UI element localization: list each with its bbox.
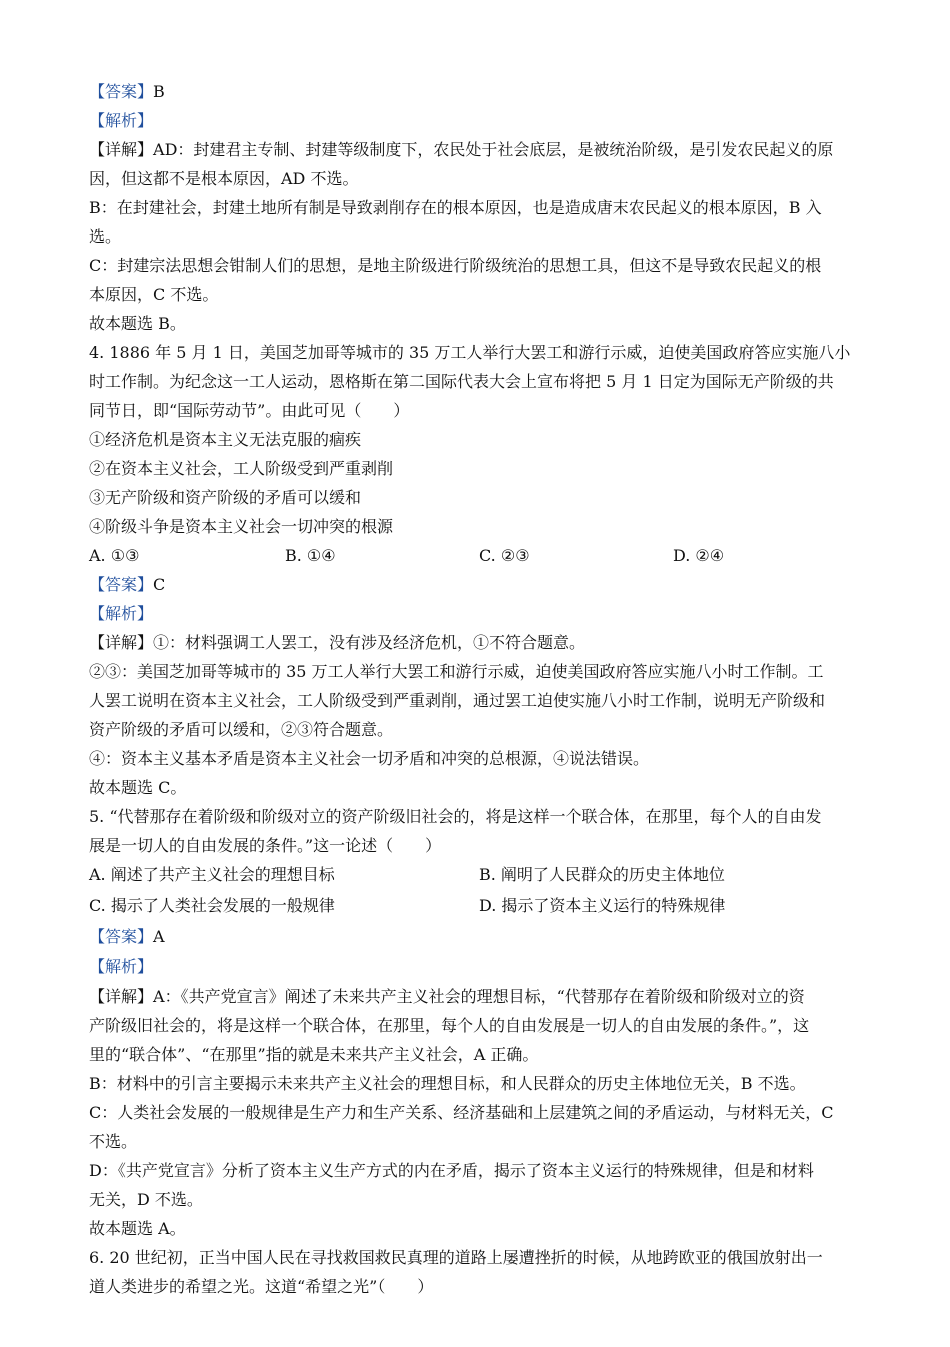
q3-conclusion: 故本题选 B。 (89, 314, 186, 333)
q4-stem-line: 同节日，即“国际劳动节”。由此可见（ ） (89, 401, 410, 420)
q5-analysis-tag: 【解析】 (89, 957, 154, 976)
detail-tag: 【详解】 (89, 633, 154, 652)
q3-detail-line: 【详解】AD：封建君主专制、封建等级制度下，农民处于社会底层，是被统治阶级，是引发农民起义的原 (89, 140, 834, 159)
q5-option-d: D. 揭示了资本主义运行的特殊规律 (479, 896, 726, 915)
q5-text-line: 产阶级旧社会的，将是这样一个联合体，在那里，每个人的自由发展是一切人的自由发展的条件。”，这 (89, 1016, 810, 1035)
detail-tag: 【详解】 (89, 987, 154, 1006)
q5-options-row (89, 891, 864, 920)
q3-analysis-tag: 【解析】 (89, 111, 154, 130)
q5-text-line: D：《共产党宣言》分析了资本主义生产方式的内在矛盾，揭示了资本主义运行的特殊规律，但是和材料 (89, 1161, 814, 1180)
q4-conclusion: 故本题选 C。 (89, 778, 187, 797)
q3-text-line: 选。 (89, 227, 122, 246)
q4-statement: ①经济危机是资本主义无法克服的痼疾 (89, 430, 362, 449)
answer-tag: 【答案】 (89, 82, 154, 101)
q3-text-line: 因，但这都不是根本原因，AD 不选。 (89, 169, 359, 188)
q5-options-row (89, 860, 864, 889)
q4-text-line: 资产阶级的矛盾可以缓和，②③符合题意。 (89, 720, 394, 739)
answer-tag: 【答案】 (89, 575, 154, 594)
q5-text-line: 无关，D 不选。 (89, 1190, 203, 1209)
q5-option-a: A. 阐述了共产主义社会的理想目标 (89, 865, 335, 884)
q3-text-line: 本原因，C 不选。 (89, 285, 219, 304)
q5-option-b: B. 阐明了人民群众的历史主体地位 (479, 865, 725, 884)
q5-conclusion: 故本题选 A。 (89, 1219, 186, 1238)
q5-text-line: 里的“联合体”、“在那里”指的就是未来共产主义社会，A 正确。 (89, 1045, 539, 1064)
q5-answer-line (89, 922, 864, 951)
q5-text-line: B：材料中的引言主要揭示未来共产主义社会的理想目标，和人民群众的历史主体地位无关，B 不选。 (89, 1074, 806, 1093)
q5-detail-line: 【详解】A：《共产党宣言》阐述了未来共产主义社会的理想目标，“代替那存在着阶级和阶级对立的资 (89, 987, 805, 1006)
q4-stem-line: 4. 1886 年 5 月 1 日，美国芝加哥等城市的 35 万工人举行大罢工和游行示威，迫使美国政府答应实施八小 (89, 343, 851, 362)
q4-text-line: 人罢工说明在资本主义社会，工人阶级受到严重剥削，通过罢工迫使实施八小时工作制，说明无产阶级和 (89, 691, 826, 710)
q6-stem-line: 道人类进步的希望之光。这道“希望之光”（ ） (89, 1277, 434, 1296)
q4-stem-line: 时工作制。为纪念这一工人运动，恩格斯在第二国际代表大会上宣布将把 5 月 1 日定为国际无产阶级的共 (89, 372, 834, 391)
q4-option-c: C. ②③ (479, 546, 530, 565)
q5-text-line: C：人类社会发展的一般规律是生产力和生产关系、经济基础和上层建筑之间的矛盾运动，与材料无关，C (89, 1103, 834, 1122)
q3-text-line: C：封建宗法思想会钳制人们的思想，是地主阶级进行阶级统治的思想工具，但这不是导致农民起义的根 (89, 256, 822, 275)
q3-answer-line (89, 77, 864, 106)
answer-tag: 【答案】 (89, 927, 154, 946)
q3-text-line: B：在封建社会，封建土地所有制是导致剥削存在的根本原因，也是造成唐末农民起义的根本原因，B 入 (89, 198, 822, 217)
answer-value: C (153, 575, 166, 594)
q4-option-a: A. ①③ (89, 546, 140, 565)
q5-stem-line: 展是一切人的自由发展的条件。”这一论述（ ） (89, 836, 442, 855)
q4-statement: ②在资本主义社会，工人阶级受到严重剥削 (89, 459, 394, 478)
q4-analysis-tag: 【解析】 (89, 604, 154, 623)
q4-option-d: D. ②④ (673, 546, 725, 565)
q4-options (89, 541, 864, 570)
q4-statement: ④阶级斗争是资本主义社会一切冲突的根源 (89, 517, 394, 536)
q4-statement: ③无产阶级和资产阶级的矛盾可以缓和 (89, 488, 362, 507)
q4-answer-line (89, 570, 864, 599)
answer-value: B (153, 82, 165, 101)
q5-stem-line: 5. “代替那存在着阶级和阶级对立的资产阶级旧社会的，将是这样一个联合体，在那里，每个人的自由发 (89, 807, 822, 826)
q4-text-line: ④：资本主义基本矛盾是资本主义社会一切矛盾和冲突的总根源，④说法错误。 (89, 749, 650, 768)
answer-value: A (153, 927, 165, 946)
q4-option-b: B. ①④ (285, 546, 336, 565)
q6-stem-line: 6. 20 世纪初，正当中国人民在寻找救国救民真理的道路上屡遭挫折的时候，从地跨欧亚的俄国放射出一 (89, 1248, 823, 1267)
q5-text-line: 不选。 (89, 1132, 138, 1151)
q4-detail-line: 【详解】①：材料强调工人罢工，没有涉及经济危机，①不符合题意。 (89, 633, 586, 652)
detail-tag: 【详解】 (89, 140, 154, 159)
q5-option-c: C. 揭示了人类社会发展的一般规律 (89, 896, 335, 915)
q4-text-line: ②③：美国芝加哥等城市的 35 万工人举行大罢工和游行示威，迫使美国政府答应实施八小时工作制。工 (89, 662, 824, 681)
